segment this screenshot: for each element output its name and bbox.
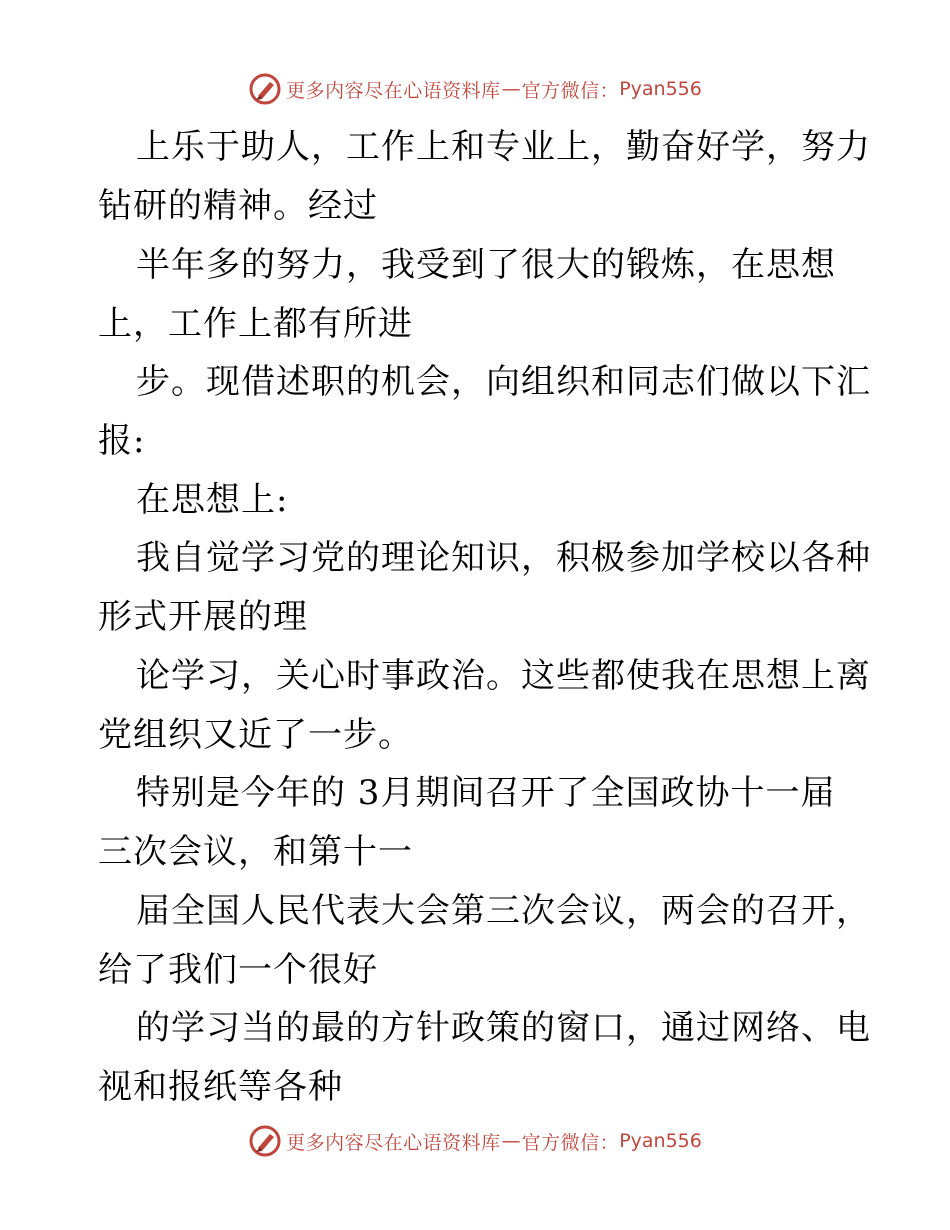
text-line: 的学习当的最的方针政策的窗口，通过网络、电 <box>136 1008 871 1048</box>
watermark-label: 官方微信： <box>521 1131 620 1154</box>
text-line: 钻研的精神。经过 <box>98 186 378 226</box>
text-line: 上，工作上都有所进 <box>98 304 413 344</box>
text-line: 上乐于助人，工作上和专业上，勤奋好学，努力 <box>136 127 871 167</box>
watermark-text: 更多内容尽在心语资料库 <box>286 1131 501 1154</box>
watermark-label: 官方微信： <box>521 79 620 102</box>
watermark-dash: — <box>501 78 521 100</box>
watermark-id: Pyan556 <box>619 78 702 100</box>
watermark-id: Pyan556 <box>619 1130 702 1152</box>
text-line: 在思想上: <box>136 480 289 520</box>
text-line: 半年多的努力，我受到了很大的锻炼，在思想 <box>136 245 836 285</box>
watermark-dash: — <box>501 1130 521 1152</box>
text-line: 党组织又近了一步。 <box>98 715 413 755</box>
text-line: 三次会议，和第十一 <box>98 832 413 872</box>
text-line: 论学习，关心时事政治。这些都使我在思想上离 <box>136 656 871 696</box>
text-line: 步。现借述职的机会，向组织和同志们做以下汇 <box>136 362 871 402</box>
text-line: 届全国人民代表大会第三次会议，两会的召开， <box>136 891 871 931</box>
text-line: 给了我们一个很好 <box>98 950 378 990</box>
watermark-text: 更多内容尽在心语资料库 <box>286 79 501 102</box>
text-line: 形式开展的理 <box>98 597 308 637</box>
text-line: 报: <box>98 421 146 461</box>
footer-watermark <box>0 1121 950 1161</box>
text-line: 我自觉学习党的理论知识，积极参加学校以各种 <box>136 538 871 578</box>
pen-logo-icon <box>248 1124 282 1158</box>
text-line: 特别是今年的 3月期间召开了全国政协十一届 <box>136 773 836 813</box>
text-line: 视和报纸等各种 <box>98 1067 343 1107</box>
